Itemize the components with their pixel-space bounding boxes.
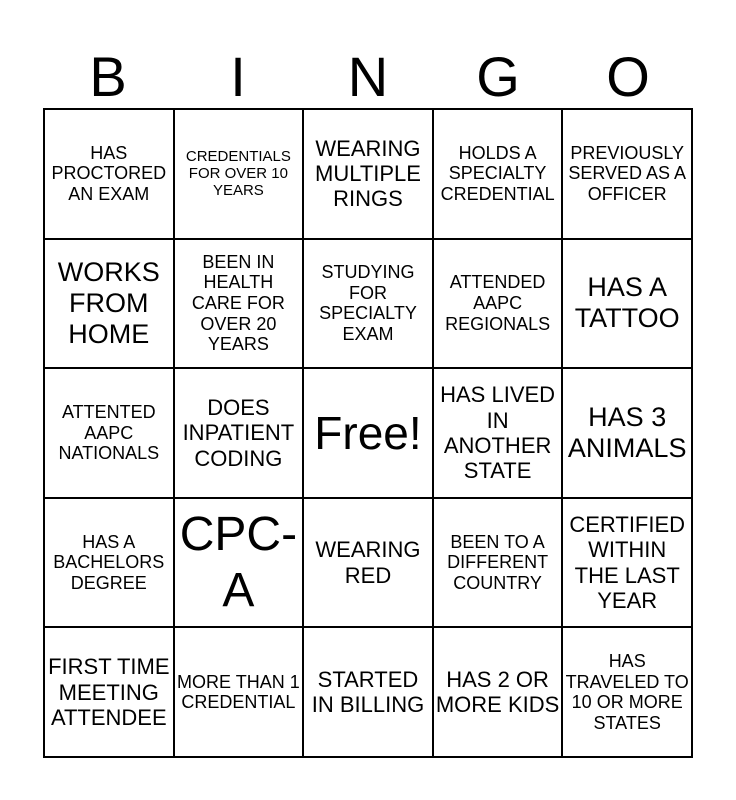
- cell-label: PREVIOUSLY SERVED AS A OFFICER: [568, 142, 687, 205]
- free-space-label: Free!: [314, 406, 422, 459]
- bingo-cell[interactable]: [174, 109, 304, 239]
- cell-label: FIRST TIME MEETING ATTENDEE: [48, 654, 170, 730]
- cell-label: HAS A BACHELORS DEGREE: [53, 531, 165, 593]
- cell-label: MORE THAN 1 CREDENTIAL: [177, 671, 300, 713]
- cell-label: ATTENTED AAPC NATIONALS: [58, 401, 160, 464]
- cell-label: DOES INPATIENT CODING: [182, 395, 295, 471]
- bingo-cell[interactable]: [433, 498, 563, 628]
- bingo-cell[interactable]: [44, 109, 174, 239]
- bingo-cell[interactable]: [433, 109, 563, 239]
- bingo-cell[interactable]: [303, 627, 433, 757]
- free-space[interactable]: [303, 368, 433, 498]
- bingo-cell[interactable]: [433, 239, 563, 369]
- bingo-cell[interactable]: [174, 368, 304, 498]
- cell-label: HAS PROCTORED AN EXAM: [51, 142, 167, 205]
- header-letter-i: I: [230, 45, 246, 108]
- bingo-cell[interactable]: [562, 368, 692, 498]
- cell-label: BEEN TO A DIFFERENT COUNTRY: [447, 531, 549, 593]
- bingo-cell[interactable]: [44, 368, 174, 498]
- bingo-cell[interactable]: [562, 239, 692, 369]
- bingo-cell[interactable]: [44, 627, 174, 757]
- header-letter-o: O: [606, 45, 650, 108]
- bingo-cell[interactable]: [562, 627, 692, 757]
- cell-label: HAS 2 OR MORE KIDS: [435, 666, 560, 718]
- bingo-header: [43, 40, 693, 108]
- cell-label: HAS A TATTOO: [574, 272, 680, 334]
- cell-label: HOLDS A SPECIALTY CREDENTIAL: [440, 142, 555, 205]
- bingo-cell[interactable]: [44, 239, 174, 369]
- bingo-cell[interactable]: [174, 239, 304, 369]
- bingo-cell[interactable]: [303, 239, 433, 369]
- cell-label: CREDENTIALS FOR OVER 10 YEARS: [185, 147, 291, 200]
- bingo-cell[interactable]: [562, 498, 692, 628]
- cell-label: ATTENDED AAPC REGIONALS: [445, 272, 551, 334]
- bingo-cell[interactable]: [562, 109, 692, 239]
- bingo-cell[interactable]: [303, 498, 433, 628]
- bingo-cell[interactable]: [174, 627, 304, 757]
- bingo-board: [43, 108, 693, 758]
- bingo-cell[interactable]: [44, 498, 174, 628]
- bingo-cell[interactable]: [303, 109, 433, 239]
- header-letter-g: G: [476, 45, 520, 108]
- cell-label: CERTIFIED WITHIN THE LAST YEAR: [569, 512, 686, 613]
- cell-label: WEARING MULTIPLE RINGS: [315, 135, 421, 212]
- cell-label: CPC-A: [179, 508, 298, 617]
- header-letter-n: N: [347, 45, 389, 108]
- cell-label: BEEN IN HEALTH CARE FOR OVER 20 YEARS: [191, 251, 285, 355]
- header-letter-b: B: [89, 45, 127, 108]
- cell-label: STARTED IN BILLING: [311, 666, 425, 718]
- cell-label: HAS LIVED IN ANOTHER STATE: [440, 382, 556, 484]
- cell-label: WEARING RED: [315, 537, 421, 588]
- bingo-cell[interactable]: [433, 627, 563, 757]
- bingo-cell[interactable]: [174, 498, 304, 628]
- cell-label: HAS 3 ANIMALS: [567, 401, 687, 463]
- bingo-cell[interactable]: [433, 368, 563, 498]
- cell-label: WORKS FROM HOME: [57, 256, 160, 349]
- cell-label: STUDYING FOR SPECIALTY EXAM: [319, 262, 417, 345]
- cell-label: HAS TRAVELED TO 10 OR MORE STATES: [565, 650, 689, 733]
